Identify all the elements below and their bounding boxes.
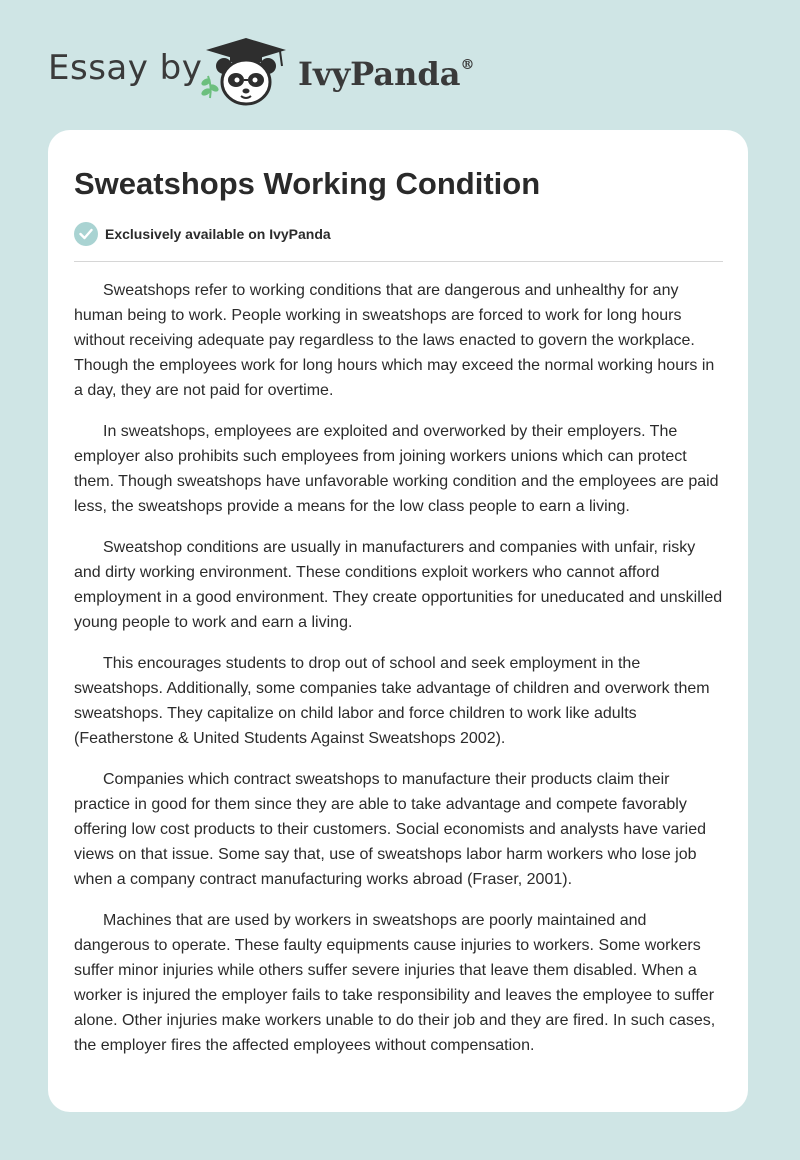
exclusive-badge — [74, 222, 331, 246]
divider — [74, 261, 723, 262]
paragraph: Machines that are used by workers in sweatshops are poorly maintained and dangerous to operate. These faulty equipments cause injuries to workers. Some workers suffer minor injuries while others suffer severe injuries that leave them disabled. When a worker is injured the employer fails to take responsibility and leaves the employee to suffer alone. Other injuries make workers unable to do their job and they are fired. In such cases, the employer fires the affected employees without compensation. — [74, 912, 716, 1054]
check-icon — [74, 222, 98, 246]
article-card — [48, 130, 748, 1112]
paragraph: Sweatshops refer to working conditions that are dangerous and unhealthy for any human being to work. People working in sweatshops are forced to work for long hours without receiving adequate pay regardless to the laws enacted to govern the workplace. Though the employees work for long hours which may exceed the normal working hours in a day, they are not paid for overtime. — [74, 282, 715, 399]
paragraph: This encourages students to drop out of school and seek employment in the sweatshops. Additionally, some companies take advantage of children and overwork them sweatshops. They capitalize on child labor and force children to work like adults (Featherstone & United Students Against Sweatshops 2002). — [74, 655, 710, 747]
article-body — [74, 278, 726, 1074]
registered-mark: ® — [460, 57, 475, 74]
essay-by-label: Essay by — [48, 48, 203, 88]
site-header — [0, 0, 800, 120]
brand-text: IvyPanda — [298, 55, 461, 93]
paragraph: Companies which contract sweatshops to manufacture their products claim their practice in good for them since they are able to take advantage and compete favorably offering low cost products to their customers. Social economists and analysts have varied views on that issue. Some say that, use of sweatshops labor harm workers who lose job when a company contract manufacturing works abroad (Fraser, 2001). — [74, 771, 707, 888]
panda-logo-icon[interactable] — [200, 36, 292, 108]
page-title: Sweatshops Working Condition — [74, 166, 541, 201]
paragraph: In sweatshops, employees are exploited and overworked by their employers. The employer also prohibits such employees from joining workers unions which can protect them. Though sweatshops have unfavorable working condition and the employees are paid less, the sweatshops provide a means for the low class people to earn a living. — [74, 423, 719, 515]
paragraph: Sweatshop conditions are usually in manufacturers and companies with unfair, risky and dirty working environment. These conditions exploit workers who cannot afford employment in a good environment. They create opportunities for uneducated and unskilled young people to work and earn a living. — [74, 539, 723, 631]
badge-text: Exclusively available on IvyPanda — [105, 226, 331, 242]
brand-name[interactable] — [298, 55, 474, 93]
